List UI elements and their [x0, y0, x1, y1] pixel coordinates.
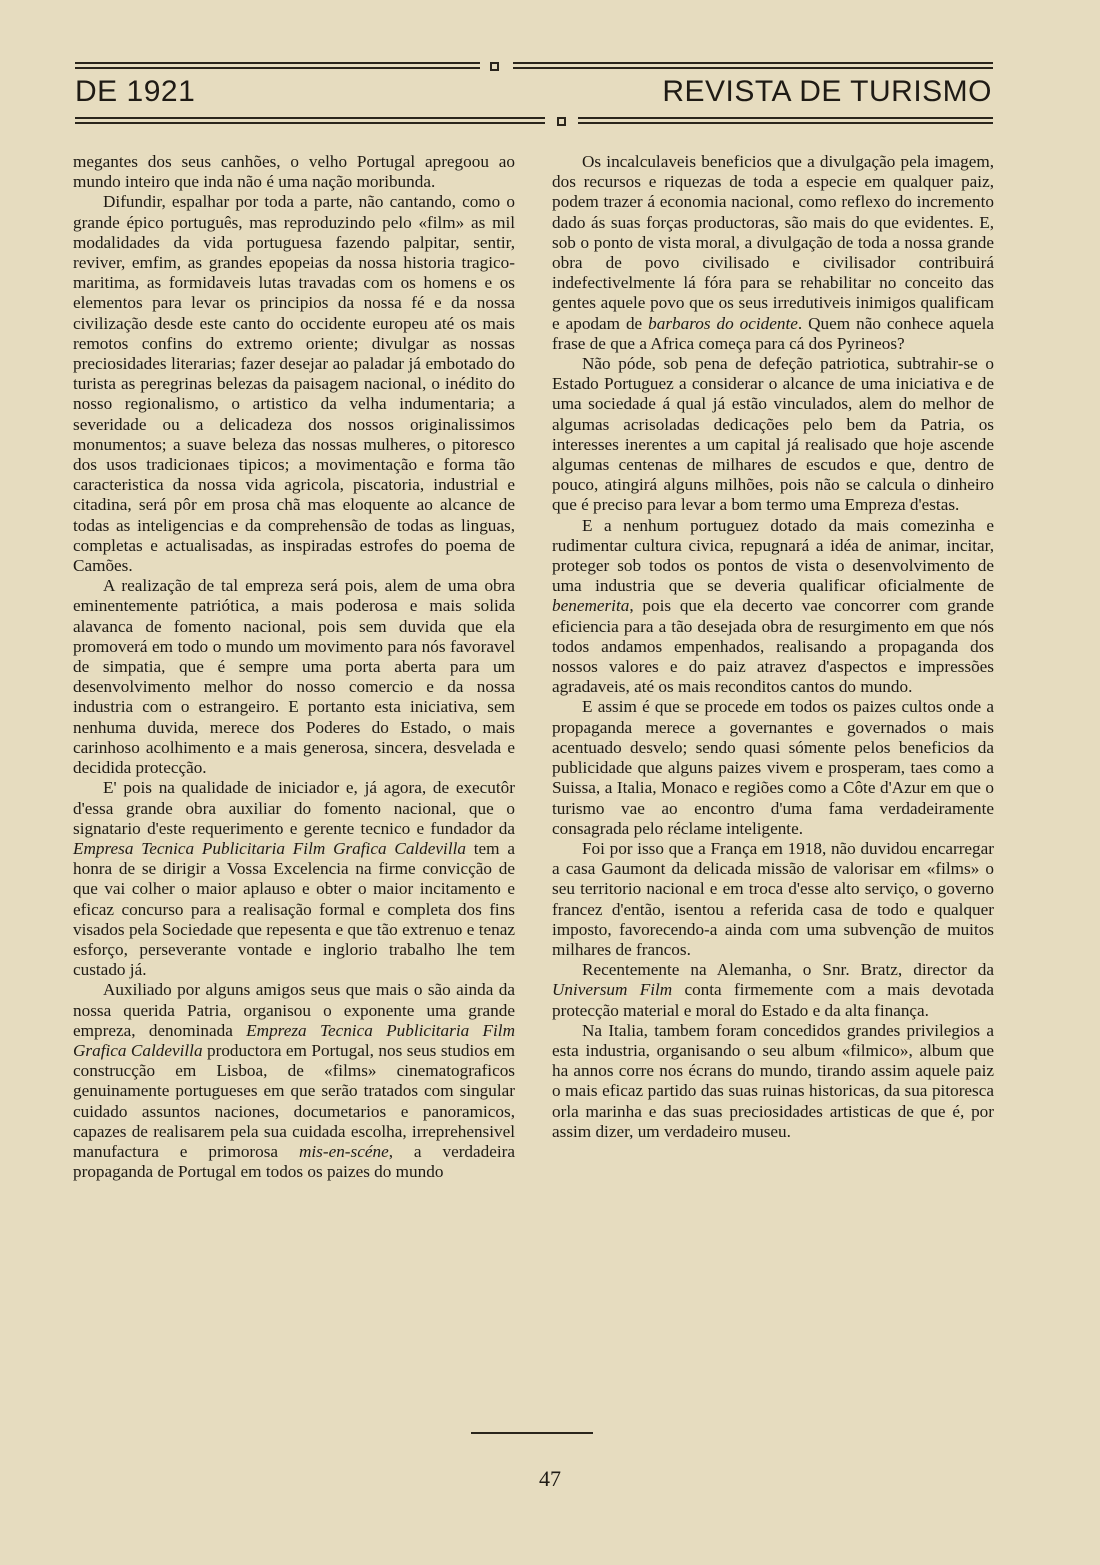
universum-film: Universum Film: [552, 980, 673, 1000]
company-name: Empresa Tecnica Publicitaria Film Grafica Caldevilla: [73, 838, 466, 858]
left-column: [73, 152, 515, 1182]
left-paragraph-2: Difundir, espalhar por toda a parte, não cantando, como o grande épico português, mas reproduzindo pelo «film» as mil modalidades da vida portuguesa fazendo palpitar, sentir, reviver, emfim, as grandes epopeias da nossa historia tragico-maritima, as formidaveis lutas travadas com os homens e os elementos para levar os principios da nossa fé e da nossa civilização desde este canto do occidente europeu até os mais remotos confins do extremo oriente; divulgar as nossas preciosidades literarias; fazer desejar ao paladar já embotado do turista as peregrinas belezas da paisagem nacional, o inédito do nosso regionalismo, o artistico da velha indumentaria; a severidade ou a delicadeza dos nossos originalissimos monumentos; a suave beleza das nossas mulheres, o pitoresco dos usos tradicionaes tipicos; a movimentação e forma tão caracteristica da nossa vida agricola, piscatoria, industrial e citadina, será pôr em prosa chã mas eloquente ao alcance de todas as inteligencias e da comprehensão de todas as linguas, completas e actualisadas, as inspiradas estrofes do poema de Camões.: [73, 192, 515, 576]
header-top-rule: [75, 62, 993, 71]
header-ornament-bottom: [557, 117, 566, 126]
header-bottom-rule: [75, 117, 993, 126]
benemerita-term: benemerita: [552, 596, 630, 616]
header-title: REVISTA DE TURISMO: [662, 75, 992, 108]
left-paragraph-1: megantes dos seus canhões, o velho Portugal apregoou ao mundo inteiro que inda não é uma nação moribunda.: [73, 152, 515, 192]
barbaros-phrase: barbaros do ocidente: [648, 313, 798, 333]
page-number: 47: [539, 1466, 561, 1491]
footer-rule: [471, 1432, 593, 1434]
left-paragraph-3: A realização de tal empreza será pois, alem de uma obra eminentemente patriótica, a mais poderosa e mais solida alavanca de fomento nacional, pois sem duvida que ela promoverá em todo o mundo um movimento para nós favoravel de simpatia, que é sempre uma porta aberta para um desenvolvimento melhor do nosso comercio e da nossa industria com o estrangeiro. E portanto esta iniciativa, sem nenhuma duvida, merece dos Poderes do Estado, o mais carinhoso acolhimento e a mais generosa, sincera, desvelada e decidida protecção.: [73, 576, 515, 778]
right-paragraph-4: E assim é que se procede em todos os paizes cultos onde a propaganda merece a governantes e governados o mais acentuado desvelo; sendo quasi sómente pelos beneficios da publicidade que alguns paizes vivem e prosperam, taes como a Suissa, a Italia, Monaco e regiões como a Côte d'Azur em que o turismo vae ao encontro d'uma fama verdadeiramente consagrada pelo réclame inteligente.: [552, 697, 994, 838]
company-name-2: Empreza Tecnica Publicitaria Film Grafica Caldevilla: [73, 1020, 515, 1060]
right-paragraph-6: Recentemente na Alemanha, o Snr. Bratz, director da Universum Film conta firmemente com a mais devotada protecção material e moral do Estado e da alta finança.: [552, 960, 994, 1020]
left-paragraph-4: E' pois na qualidade de iniciador e, já agora, de executôr d'essa grande obra auxiliar do fomento nacional, que o signatario d'este requerimento e gerente tecnico e fundador da Empresa Tecnica Publicitaria Film Grafica Caldevilla tem a honra de se dirigir a Vossa Excelencia na firme convicção de que vai colher o maior aplauso e obter o maior incitamento e eficaz concurso para a realisação formal e completa dos fins visados pela Sociedade que repesenta e que tão extrenuo e tenaz esforço, perseverante vontade e inglorio trabalho lhe tem custado já.: [73, 778, 515, 980]
right-column: [552, 152, 994, 1142]
right-paragraph-3: E a nenhum portuguez dotado da mais comezinha e rudimentar cultura civica, repugnará a idéa de animar, incitar, proteger sob todos os pontos de vista o desenvolvimento de uma industria que se deveria qualificar oficialmente de benemerita, pois que ela decerto vae concorrer com grande eficiencia para a tão desejada obra de resurgimento em que nós todos andamos empenhados, realisando a propaganda dos nossos valores e do paiz atravez d'aspectos e impressões agradaveis, até os mais reconditos cantos do mundo.: [552, 515, 994, 697]
left-paragraph-5: Auxiliado por alguns amigos seus que mais o são ainda da nossa querida Patria, organisou o exponente uma grande empreza, denominada Empreza Tecnica Publicitaria Film Grafica Caldevilla productora em Portugal, nos seus studios em construcção em Lisboa, de «films» cinematograficos genuinamente portugueses em que serão tratados com singular cuidado assuntos naciones, documetarios e panoramicos, capazes de realisarem pela sua cuidada escolha, irreprehensivel manufactura e primorosa mis-en-scéne, a verdadeira propaganda de Portugal em todos os paizes do mundo: [73, 980, 515, 1182]
right-paragraph-7: Na Italia, tambem foram concedidos grandes privilegios a esta industria, organisando o seu album «filmico», album que ha annos corre nos écrans do mundo, tirando assim aquele paiz o mais eficaz partido das suas ruinas historicas, da sua pitoresca orla marinha e das suas preciosidades artisticas de que é, por assim dizer, um verdadeiro museu.: [552, 1020, 994, 1141]
header-year: DE 1921: [75, 75, 196, 108]
right-paragraph-2: Não póde, sob pena de defeção patriotica, subtrahir-se o Estado Portuguez a considerar o alcance de uma iniciativa e de uma sociedade á qual já estão vinculados, alem do melhor de algumas acrisoladas dedicações pelo bem da Patria, os interesses inerentes a um capital já realisado que hoje ascende algumas centenas de milhares de escudos e que, dentro de pouco, atingirá alguns milhões, pois não se calcula o dinheiro que é preciso para levar a bom termo uma Empreza d'estas.: [552, 354, 994, 515]
right-paragraph-5: Foi por isso que a França em 1918, não duvidou encarregar a casa Gaumont da delicada missão de valorisar em «films» o seu territorio nacional e em troca d'esse alto serviço, o governo francez d'então, isentou a referida casa de todo e qualquer imposto, favorecendo-a ainda com uma subvenção de muitos milhares de francos.: [552, 838, 994, 959]
right-paragraph-1: Os incalculaveis beneficios que a divulgação pela imagem, dos recursos e riquezas de toda a especie em qualquer paiz, podem trazer á economia nacional, como reflexo do incremento dado ás suas forças productoras, são mais do que evidentes. E, sob o ponto de vista moral, a divulgação de toda a nossa grande obra de povo civilisado e civilisador contribuirá indefectivelmente lá fóra para se rehabilitar no conceito das gentes aquele povo que os seus irredutiveis inimigos qualificam e apodam de barbaros do ocidente. Quem não conhece aquela frase de que a Africa começa para cá dos Pyrineos?: [552, 152, 994, 353]
mise-en-scene-term: mis-en-scéne: [298, 1141, 389, 1161]
header-ornament-top: [490, 62, 499, 71]
